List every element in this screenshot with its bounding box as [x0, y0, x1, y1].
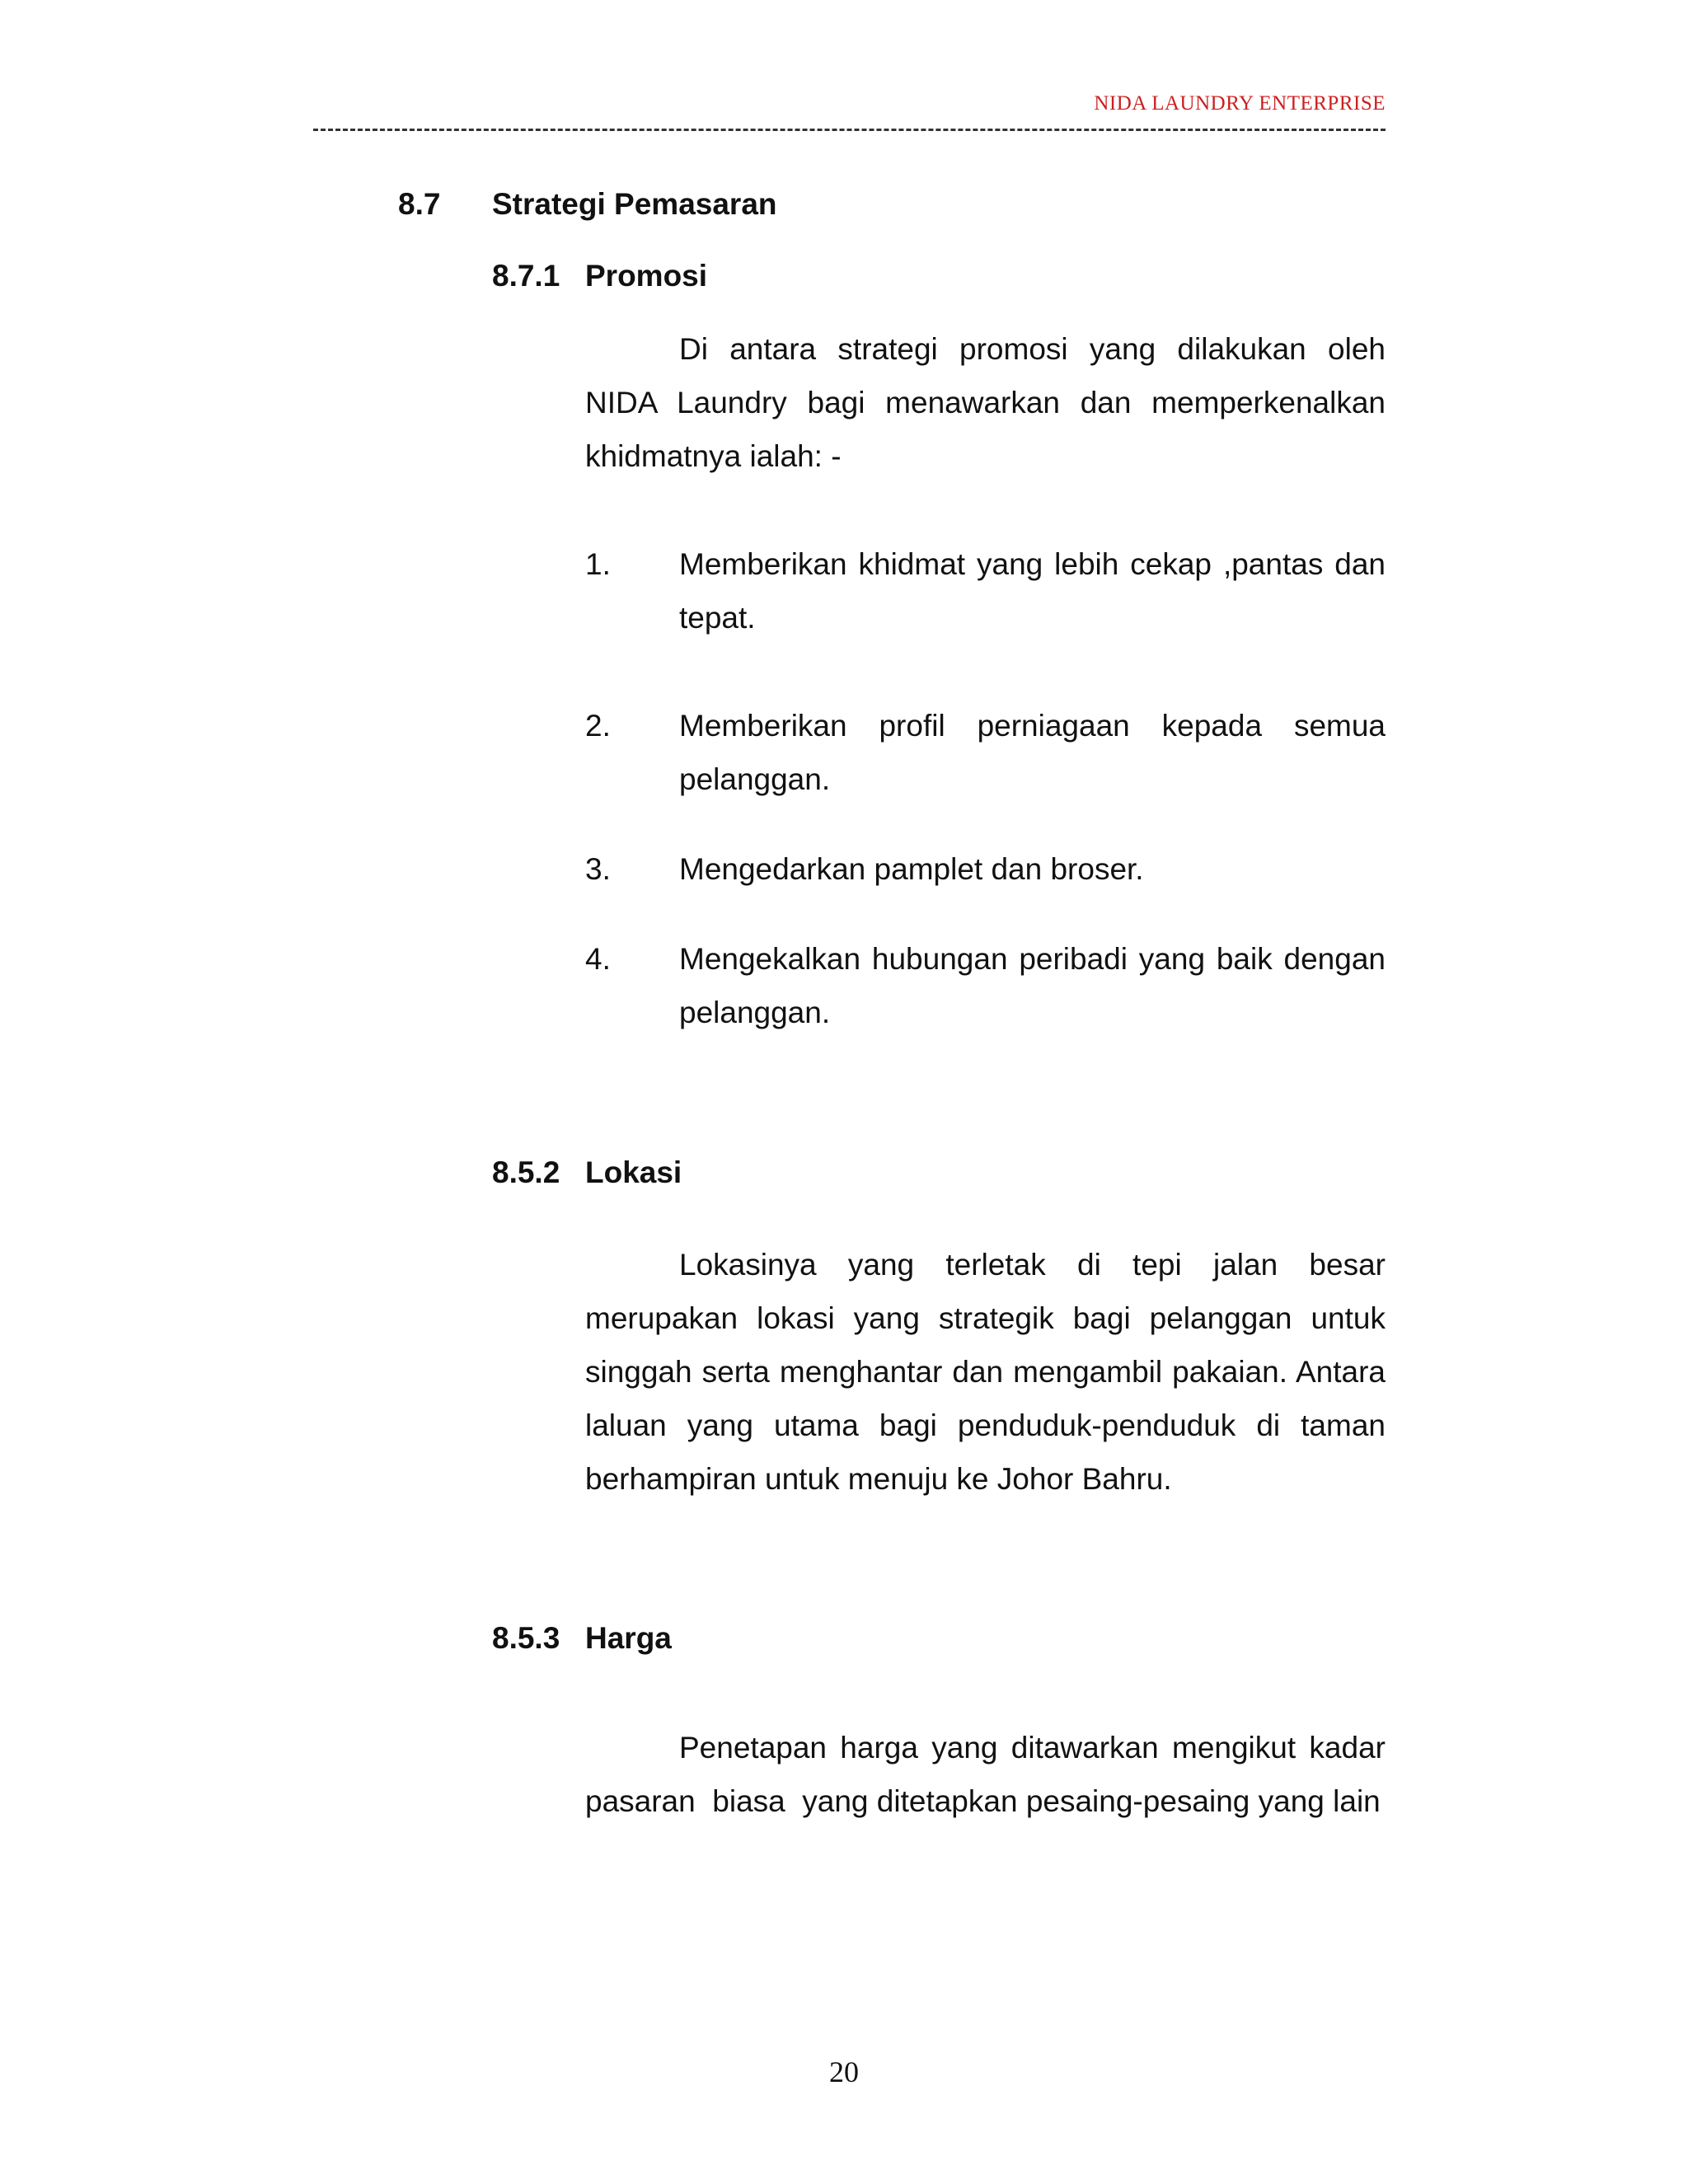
list-marker: 1.	[585, 547, 611, 581]
section-number: 8.7	[398, 187, 441, 221]
section-title: Strategi Pemasaran	[492, 187, 777, 221]
list-item-text: Mengekalkan hubungan peribadi yang baik dengan pelanggan.	[679, 942, 1386, 1029]
harga-paragraph: Penetapan harga yang ditawarkan mengikut kadar pasaran biasa yang ditetapkan pesaing-pesaing yang lain	[585, 1731, 1395, 1818]
subsection-title: Lokasi	[585, 1155, 682, 1189]
list-item-text: Mengedarkan pamplet dan broser.	[679, 852, 1144, 886]
subsection-title: Harga	[585, 1621, 672, 1655]
running-header: NIDA LAUNDRY ENTERPRISE	[1094, 92, 1386, 115]
subsection-number: 8.7.1	[492, 259, 560, 293]
list-item-text: Memberikan profil perniagaan kepada semua pelanggan.	[679, 709, 1386, 796]
list-item-text: Memberikan khidmat yang lebih cekap ,pantas dan tepat.	[679, 547, 1386, 635]
header-divider	[313, 129, 1386, 131]
subsection-number: 8.5.2	[492, 1155, 560, 1189]
list-marker: 4.	[585, 942, 611, 976]
subsection-title: Promosi	[585, 259, 708, 293]
promosi-intro-paragraph: Di antara strategi promosi yang dilakukan oleh NIDA Laundry bagi menawarkan dan memperkenalkan khidmatnya ialah: -	[585, 332, 1386, 473]
subsection-number: 8.5.3	[492, 1621, 560, 1655]
page-number: 20	[829, 2055, 859, 2088]
list-marker: 2.	[585, 709, 611, 743]
list-marker: 3.	[585, 852, 611, 886]
lokasi-paragraph: Lokasinya yang terletak di tepi jalan besar merupakan lokasi yang strategik bagi pelanggan untuk singgah serta menghantar dan mengambil pakaian. Antara laluan yang utama bagi penduduk-penduduk di taman berhampiran untuk menuju ke Johor Bahru.	[585, 1248, 1386, 1496]
